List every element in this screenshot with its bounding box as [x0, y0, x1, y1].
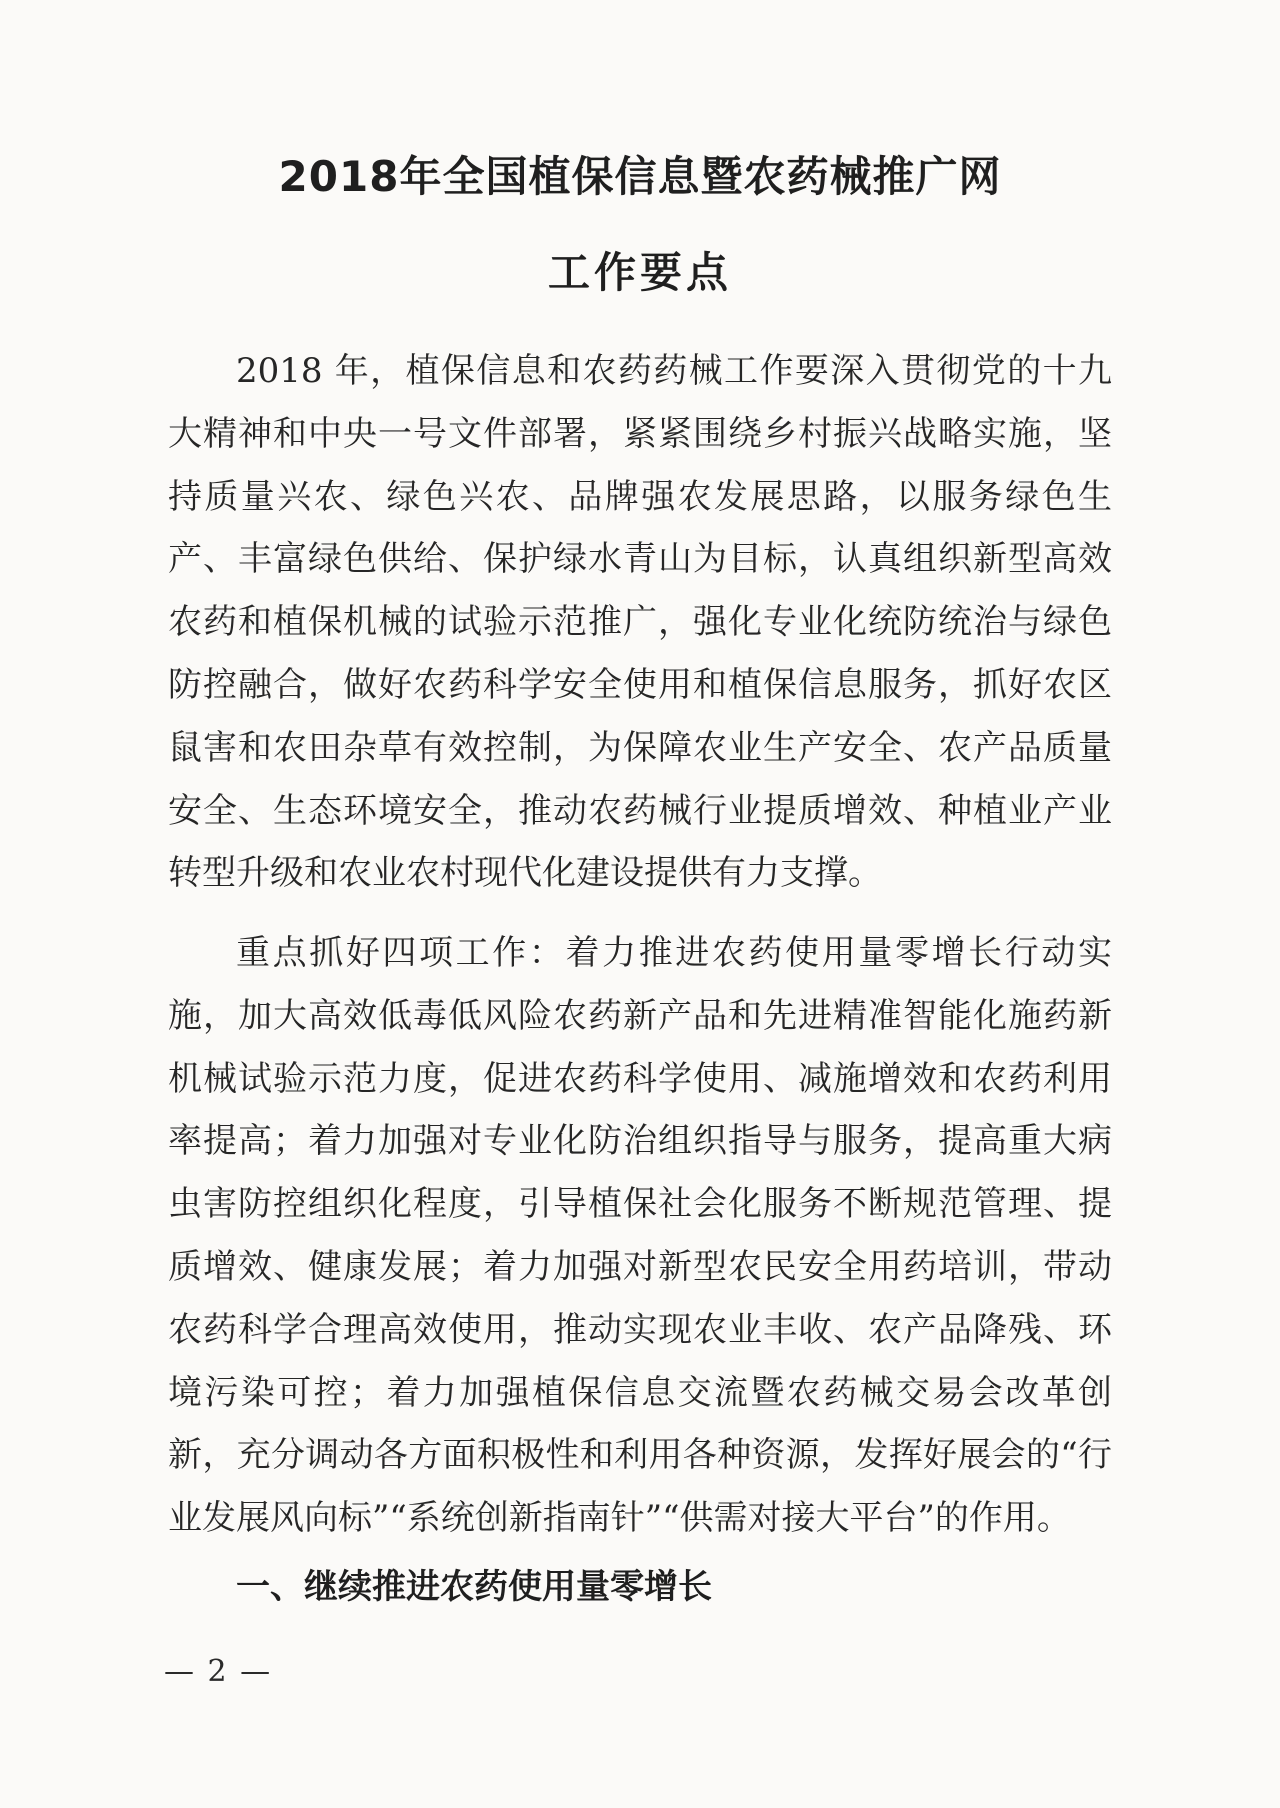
body-paragraph-2: 重点抓好四项工作：着力推进农药使用量零增长行动实施，加大高效低毒低风险农药新产品和先进精准智能化施药新机械试验示范力度，促进农药科学使用、减施增效和农药利用率提高；着力加强对专业化防治组织指导与服务，提高重大病虫害防控组织化程度，引导植保社会化服务不断规范管理、提质增效、健康发展；着力加强对新型农民安全用药培训，带动农药科学合理高效使用，推动实现农业丰收、农产品降残、环境污染可控；着力加强植保信息交流暨农药械交易会改革创新，充分调动各方面积极性和利用各种资源，发挥好展会的“行业发展风向标”“系统创新指南针”“供需对接大平台”的作用。 — [168, 933, 1112, 1539]
section-heading: 一、继续推进农药使用量零增长 — [236, 1567, 712, 1607]
page-number: — 2 — — [164, 1654, 273, 1689]
body-paragraph-1: 2018 年，植保信息和农药药械工作要深入贯彻党的十九大精神和中央一号文件部署，紧紧围绕乡村振兴战略实施，坚持质量兴农、绿色兴农、品牌强农发展思路，以服务绿色生产、丰富绿色供给、保护绿水青山为目标，认真组织新型高效农药和植保机械的试验示范推广，强化专业化统防统治与绿色防控融合，做好农药科学安全使用和植保信息服务，抓好农区鼠害和农田杂草有效控制，为保障农业生产安全、农产品质量安全、生态环境安全，推动农药械行业提质增效、种植业产业转型升级和农业农村现代化建设提供有力支撑。 — [168, 351, 1112, 894]
document-title-line-2: 工作要点 — [547, 248, 732, 297]
document-title-line-1: 2018年全国植保信息暨农药械推广网 — [278, 152, 1002, 201]
